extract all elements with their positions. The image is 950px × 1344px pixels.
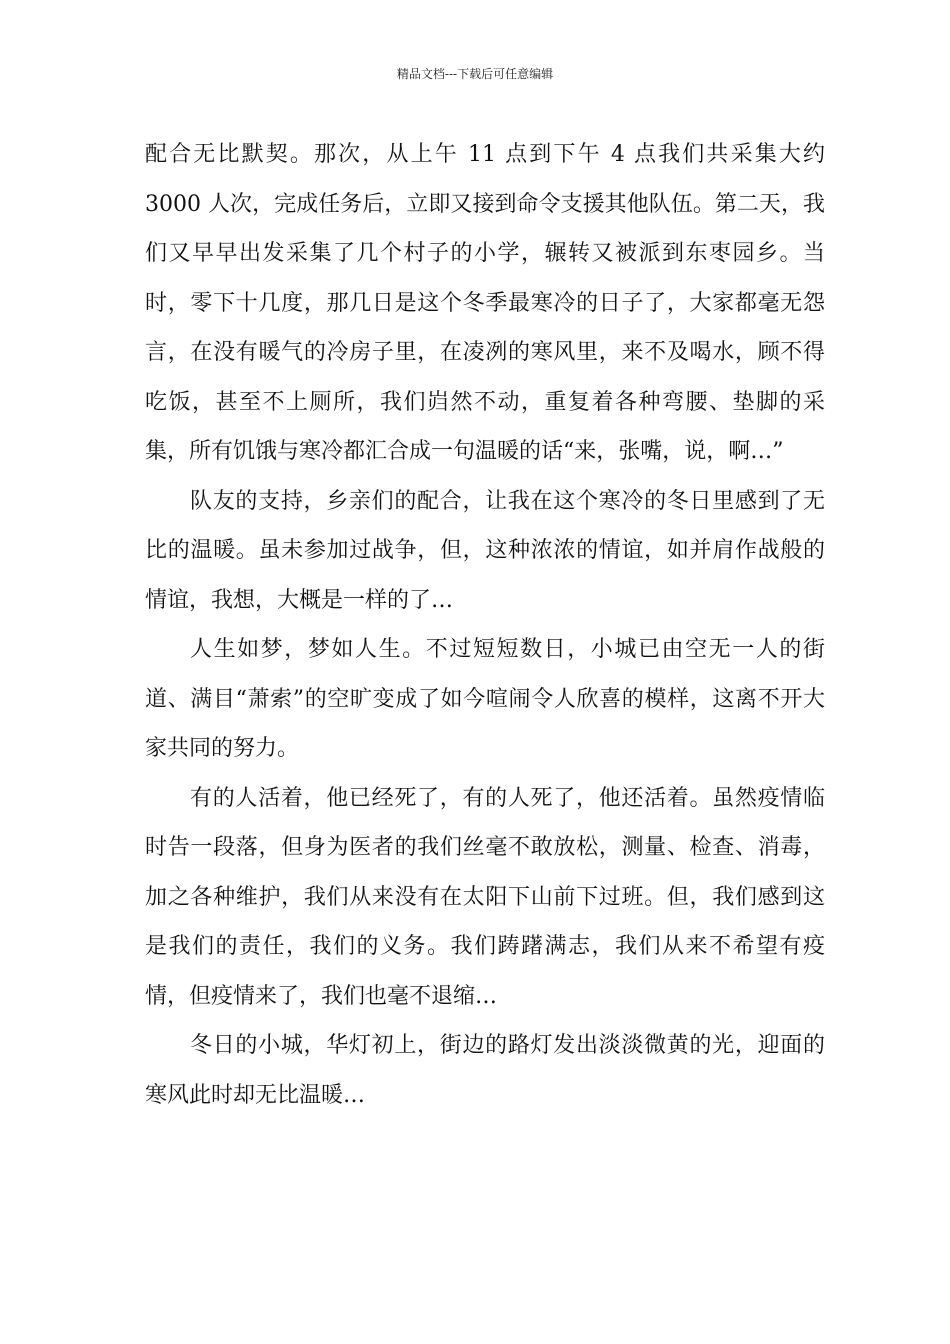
paragraph: 队友的支持，乡亲们的配合，让我在这个寒冷的冬日里感到了无比的温暖。虽未参加过战争，但，这种浓浓的情谊，如并肩作战般的情谊，我想，大概是一样的了… <box>145 488 825 613</box>
paragraph-continued: 配合无比默契。那次，从上午 11 点到下午 4 点我们共采集大约 3000 人次，完成任务后，立即又接到命令支援其他队伍。第二天，我们又早早出发采集了几个村子的小学，辗转又被派到东枣园乡。当时，零下十几度，那几日是这个冬季最寒冷的日子了，大家都毫无怨言，在没有暖气的冷房子里，在凌冽的寒风里，来不及喝水，顾不得吃饭，甚至不上厕所，我们岿然不动，重复着各种弯腰、垫脚的采集，所有饥饿与寒冷都汇合成一句温暖的话“来，张嘴，说，啊…” <box>145 142 825 464</box>
page-header: 精品文档---下载后可任意编辑 <box>396 67 554 81</box>
document-body <box>145 130 825 1120</box>
paragraph: 人生如梦，梦如人生。不过短短数日，小城已由空无一人的街道、满目“萧索”的空旷变成了如今喧闹令人欣喜的模样，这离不开大家共同的努力。 <box>145 637 825 761</box>
paragraph: 冬日的小城，华灯初上，街边的路灯发出淡淡微黄的光，迎面的寒风此时却无比温暖… <box>145 1033 825 1108</box>
paragraph: 有的人活着，他已经死了，有的人死了，他还活着。虽然疫情临时告一段落，但身为医者的我们丝毫不敢放松，测量、检查、消毒，加之各种维护，我们从来没有在太阳下山前下过班。但，我们感到这是我们的责任，我们的义务。我们踌躇满志，我们从来不希望有疫情，但疫情来了，我们也毫不退缩… <box>145 785 825 1009</box>
